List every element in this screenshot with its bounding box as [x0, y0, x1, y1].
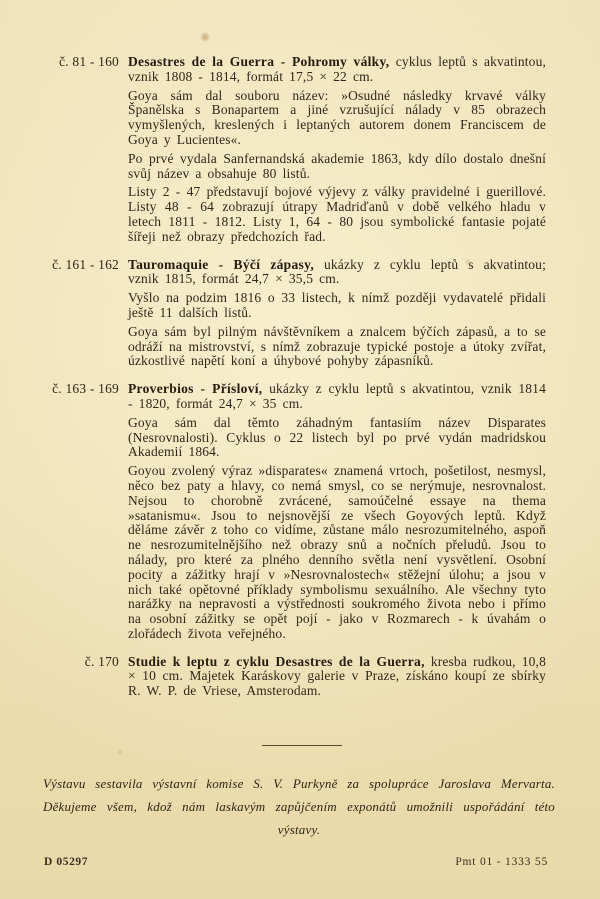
entry-heading [128, 55, 546, 85]
colophon [43, 772, 555, 841]
catalog-entries [47, 55, 546, 712]
entry-number: č. 163 - 169 [52, 381, 119, 397]
imprint-row [44, 856, 548, 868]
entry-paragraph: Listy 2 - 47 představují bojové výjevy z války pravidelné i guerillové. Listy 48 - 64 zobrazují útrapy Madriďanů v době velkého hladu v letech 1811 - 1812. Listy 1, 64 - 80 jsou symbolické fantasie pojaté šířeji než obrazy předchozích řad. [128, 184, 546, 244]
entry-number: č. 170 [84, 653, 119, 669]
entry-paragraph: Goyou zvolený výraz »disparates« znamená vrtoch, pošetilost, nesmysl, něco bez paty a hlavy, co nemá smysl, co se nerýmuje, nesrovnalost. Nejsou to chorobně zvrácené, samoúčelné essaye na thema »satanismu«. Jsou to nejsnovější ze všech Goyových leptů. Když děláme závěr z toho co vidíme, zůstane málo nesrozumitelného, aspoň ne nesrozumitelnějšího než obrazy snů a nočních přeludů. Jsou to nálady, pro které za plného denního světla není vysvětlení. Osobní pocity a zážitky hrají v »Nesrovnalostech« stěžejní úlohu; a jsou v nich také opětovné příklady symbolismu sexuálního. Ale všechny tyto narážky na nepravosti a výstřednosti soukromého života nebo i přímo na osobní zážitky se opět pojí - jako v Rozmarech - k úvahám o zlořádech života veřejného. [128, 463, 546, 641]
entry-body [128, 55, 546, 245]
print-code: D 05297 [44, 856, 89, 868]
entry-title: Tauromaquie - Býčí zápasy, [128, 256, 315, 272]
entry-heading [128, 382, 546, 412]
entry-body [128, 258, 546, 370]
entry-paragraph: Vyšlo na podzim 1816 o 33 listech, k nímž později vydavatelé přidali ještě 11 dalších listů. [128, 290, 546, 320]
entry-details: ukázky z cyklu leptů s akvatintou; vznik 1815, formát 24,7 × 35,5 cm. [128, 256, 546, 287]
entry-title: Proverbios - Přísloví, [128, 381, 263, 397]
catalog-entry-161-162 [47, 258, 546, 370]
colophon-line-credits: Výstavu sestavila výstavní komise S. V. Purkyně za spolupráce Jaroslava Mervarta. [43, 776, 555, 791]
catalog-entry-170 [47, 655, 546, 699]
entry-heading [128, 655, 546, 699]
entry-paragraph: Goya sám byl pilným návštěvníkem a znalcem býčích zápasů, a to se odráží na mistrovství, s nímž zobrazuje typické postoje a útoky zvířat, úzkostlivé napětí koní a úhybové pohyby zápasníků. [128, 323, 546, 369]
entry-paragraph: Po prvé vydala Sanfernandská akademie 1863, kdy dílo dostalo dnešní svůj název a obsahuje 80 listů. [128, 150, 546, 181]
entry-details: ukázky z cyklu leptů s akvatintou, vznik 1814 - 1820, formát 24,7 × 35 cm. [128, 381, 546, 411]
entry-body [128, 655, 546, 699]
entry-number: č. 161 - 162 [52, 256, 119, 272]
entry-details: cyklus leptů s akvatintou, vznik 1808 - 1814, formát 17,5 × 22 cm. [128, 54, 546, 84]
colophon-line-thanks: Děkujeme všem, kdož nám laskavým zapůjčením exponátů umožnili uspořádání této výstavy. [43, 799, 555, 837]
catalog-entry-163-169 [47, 382, 546, 642]
catalog-entry-81-160 [47, 55, 546, 245]
entry-body [128, 382, 546, 642]
entry-paragraph: Goya sám dal souboru název: »Osudné následky krvavé války Španělska s Bonapartem a jiné vzrušující nálady v 85 obrazech vymyšlených, kreslených i leptaných autorem donem Franciscem de Goya y Lucientes«. [128, 87, 546, 147]
entry-number: č. 81 - 160 [59, 54, 119, 69]
section-divider-rule [262, 745, 342, 746]
entry-paragraph: Goya sám dal těmto záhadným fantasiím název Disparates (Nesrovnalosti). Cyklus o 22 listech byl po prvé vydán madridskou Akademií 1864. [128, 414, 546, 460]
print-order-number: Pmt 01 - 1333 55 [455, 856, 548, 868]
entry-details: kresba rudkou, 10,8 × 10 cm. Majetek Karáskovy galerie v Praze, získáno koupí ze sbírky R. W. P. de Vriese, Amsterodam. [128, 653, 546, 699]
entry-title: Desastres de la Guerra - Pohromy války, [128, 54, 390, 69]
entry-title: Studie k leptu z cyklu Desastres de la Guerra, [128, 653, 425, 669]
entry-heading [128, 258, 546, 288]
